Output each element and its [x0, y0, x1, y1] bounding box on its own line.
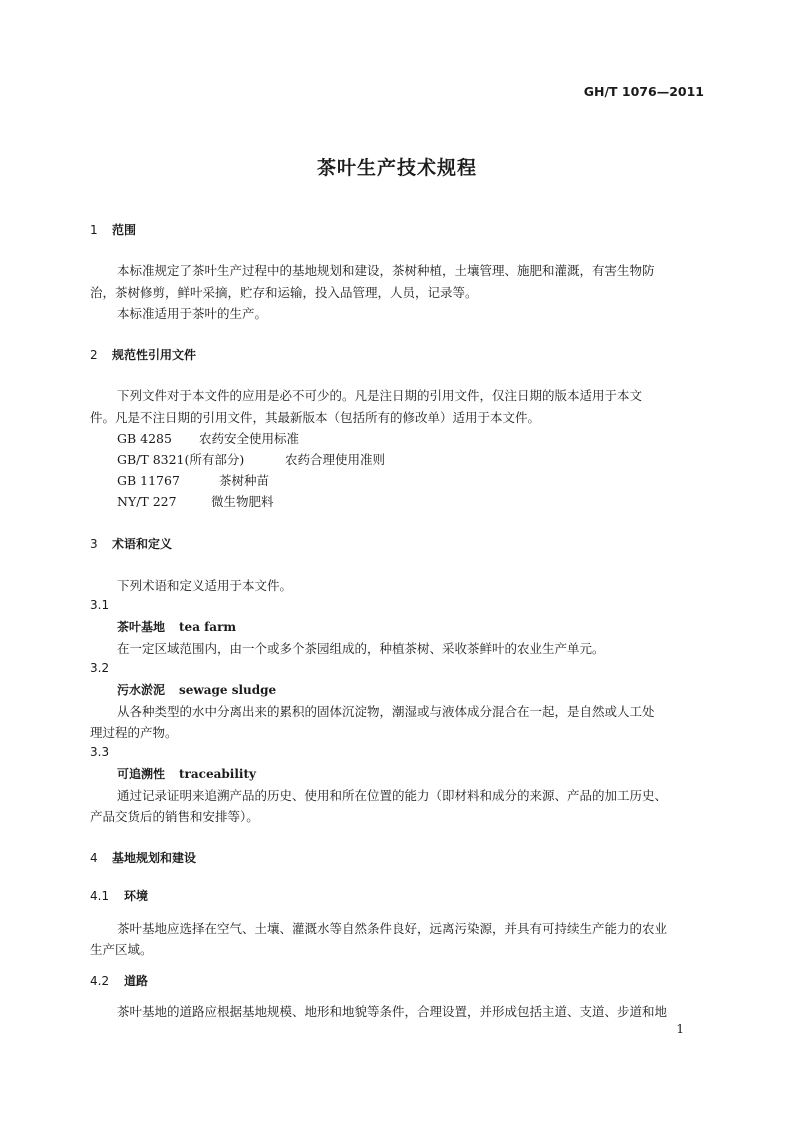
reference-code: GB 4285: [117, 431, 172, 446]
term-definition-line: 在一定区域范围内，由一个或多个茶园组成的，种植茶树、采收茶鲜叶的农业生产单元。: [117, 641, 605, 656]
section-number: 2: [90, 348, 98, 362]
paragraph-line: 茶叶基地应选择在空气、土壤、灌溉水等自然条件良好，远离污染源，并具有可持续生产能力的农业: [117, 921, 668, 936]
reference-name: 微生物肥料: [211, 494, 274, 509]
paragraph-line: 治，茶树修剪，鲜叶采摘，贮存和运输，投入品管理，人员，记录等。: [90, 285, 478, 300]
term-number: 3.1: [90, 598, 110, 612]
section-3-heading: [90, 535, 172, 552]
paragraph-line: 下列术语和定义适用于本文件。: [117, 578, 293, 593]
term-number: 3.3: [90, 745, 110, 759]
term-zh: 茶叶基地: [117, 620, 166, 634]
section-1-heading: [90, 221, 136, 238]
reference-name: 农药合理使用准则: [285, 452, 386, 467]
paragraph-line: 本标准适用于茶叶的生产。: [117, 306, 268, 321]
reference-item: [117, 471, 269, 489]
section-number: 1: [90, 223, 98, 237]
standard-code: GH/T 1076—2011: [583, 84, 704, 99]
term-definition-line: 理过程的产物。: [90, 725, 178, 740]
section-title: 范围: [112, 223, 137, 237]
term-number: 3.2: [90, 661, 110, 675]
page-number: 1: [676, 1022, 684, 1036]
section-4-heading: [90, 849, 196, 866]
subsection-4-1-heading: [90, 887, 148, 904]
section-title: 术语和定义: [112, 537, 173, 551]
section-title: 基地规划和建设: [112, 851, 197, 865]
reference-code: GB/T 8321(所有部分): [117, 452, 245, 467]
term-definition-line: 产品交货后的销售和安排等）。: [90, 809, 259, 824]
paragraph-line: 茶叶基地的道路应根据基地规模、地形和地貌等条件，合理设置，并形成包括主道、支道、步道和地: [117, 1004, 668, 1019]
paragraph-line: 生产区域。: [90, 942, 153, 957]
subsection-4-2-heading: [90, 972, 148, 989]
reference-code: GB 11767: [117, 473, 180, 488]
reference-item: [117, 492, 274, 510]
subsection-number: 4.2: [90, 974, 110, 988]
paragraph-line: 件。凡是不注日期的引用文件，其最新版本（包括所有的修改单）适用于本文件。: [90, 410, 541, 425]
section-title: 规范性引用文件: [112, 348, 197, 362]
term-heading: [117, 618, 236, 635]
paragraph-line: 本标准规定了茶叶生产过程中的基地规划和建设，茶树种植，土壤管理、施肥和灌溉，有害生物防: [117, 263, 655, 278]
reference-item: [117, 450, 385, 468]
term-en: traceability: [179, 767, 256, 781]
term-definition-line: 通过记录证明来追溯产品的历史、使用和所在位置的能力（即材料和成分的来源、产品的加工历史、: [117, 788, 668, 803]
term-en: tea farm: [179, 620, 237, 634]
paragraph-line: 下列文件对于本文件的应用是必不可少的。凡是注日期的引用文件，仅注日期的版本适用于本文: [117, 388, 643, 403]
subsection-title: 道路: [124, 974, 149, 988]
term-definition-line: 从各种类型的水中分离出来的累积的固体沉淀物，潮湿或与液体成分混合在一起，是自然或人工处: [117, 704, 655, 719]
subsection-title: 环境: [124, 889, 149, 903]
section-2-heading: [90, 346, 196, 363]
section-number: 3: [90, 537, 98, 551]
term-zh: 可追溯性: [117, 767, 166, 781]
reference-code: NY/T 227: [117, 494, 177, 509]
term-en: sewage sludge: [179, 683, 277, 697]
subsection-number: 4.1: [90, 889, 110, 903]
reference-name: 茶树种苗: [219, 473, 270, 488]
document-title: 茶叶生产技术规程: [316, 157, 477, 179]
term-heading: [117, 681, 276, 698]
section-number: 4: [90, 851, 98, 865]
reference-name: 农药安全使用标准: [199, 431, 300, 446]
reference-item: [117, 429, 299, 447]
term-zh: 污水淤泥: [117, 683, 166, 697]
term-heading: [117, 765, 256, 782]
